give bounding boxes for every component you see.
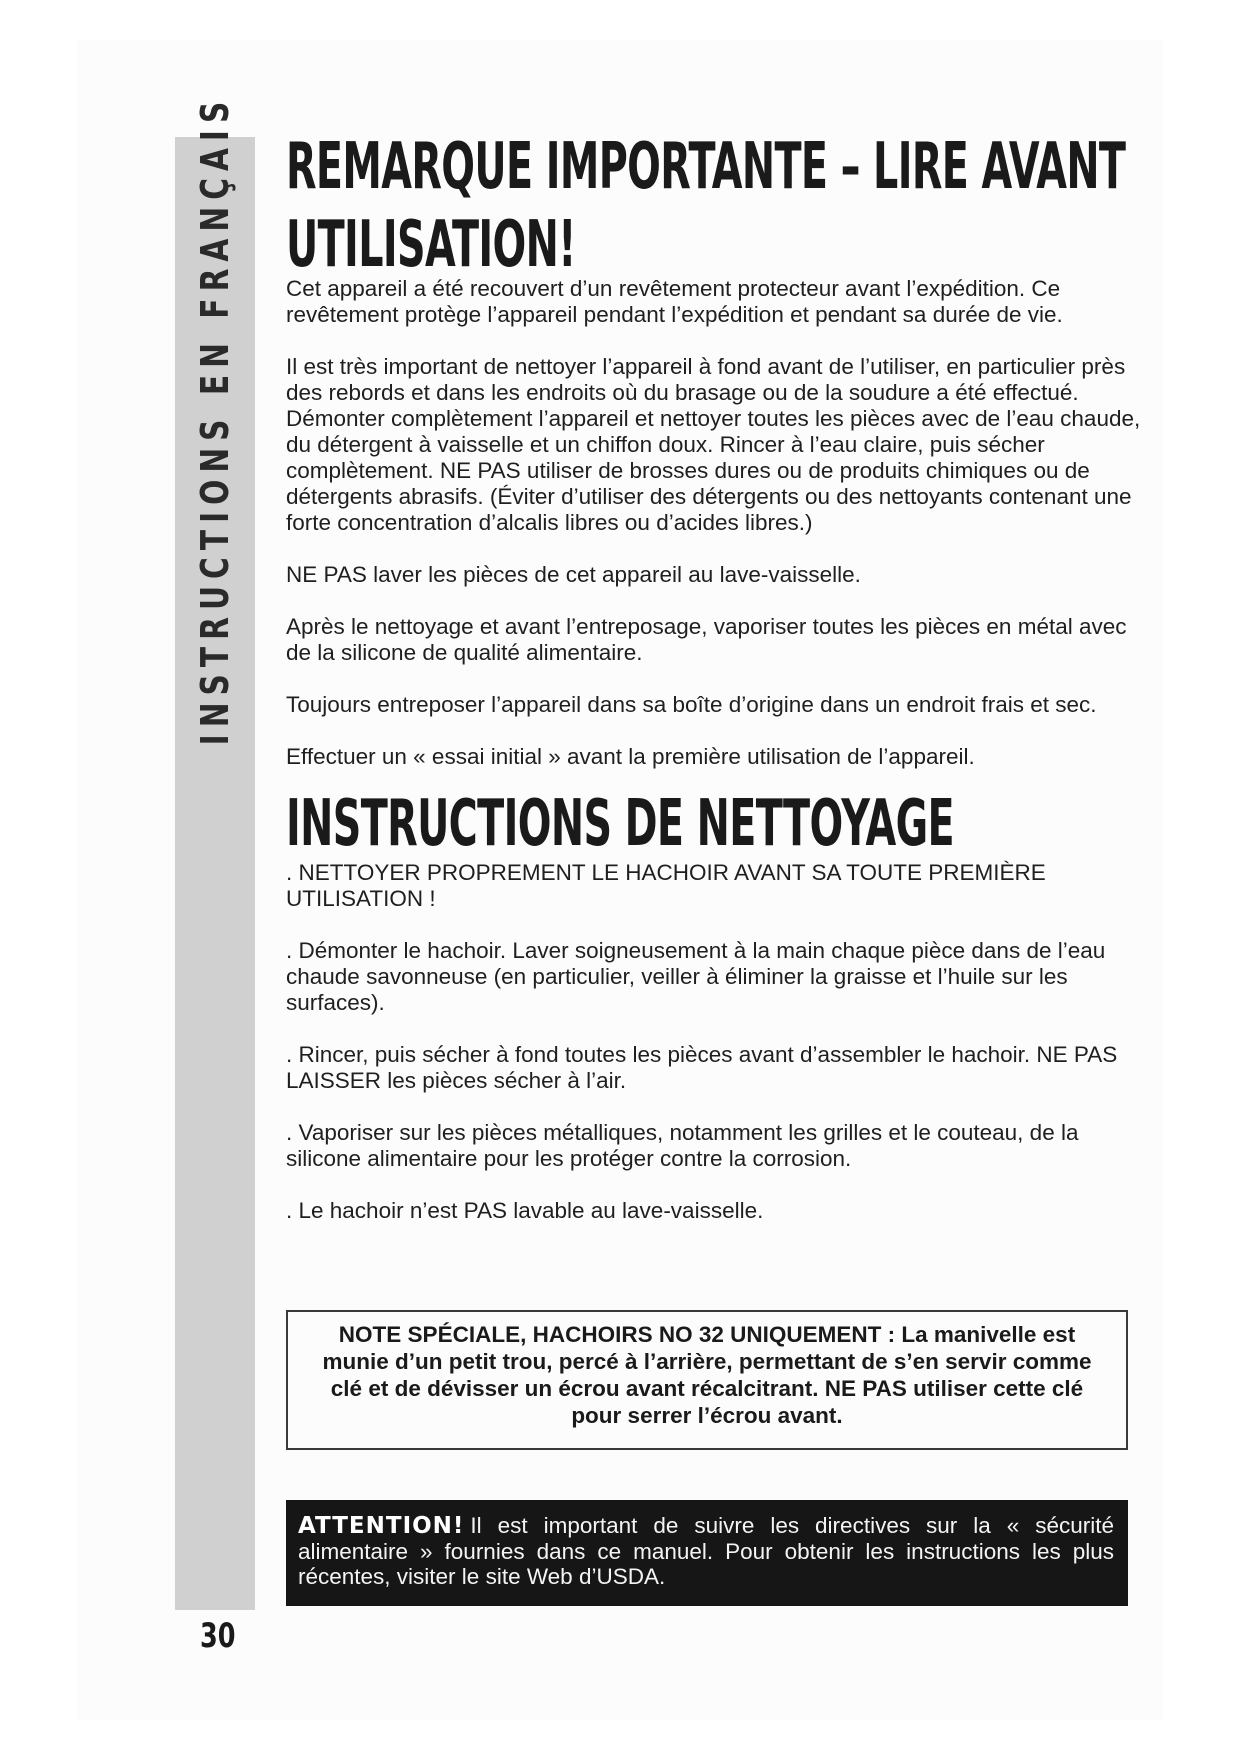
paragraph-silicone-spray: Après le nettoyage et avant l’entreposage, vaporiser toutes les pièces en métal avec de la silicone de qualité alimentaire. (286, 614, 1127, 665)
cleaning-item: . Démonter le hachoir. Laver soigneusement à la main chaque pièce dans de l’eau chaude savonneuse (en particulier, veiller à éliminer la graisse et l’huile sur les surfaces). (286, 938, 1106, 1015)
sidebar-language-label (193, 3, 237, 837)
cleaning-item: . Le hachoir n’est PAS lavable au lave-vaisselle. (286, 1198, 764, 1223)
paragraph-initial-test: Effectuer un « essai initial » avant la première utilisation de l’appareil. (286, 744, 975, 769)
paragraph-no-dishwasher: NE PAS laver les pièces de cet appareil au lave-vaisselle. (286, 562, 861, 587)
attention-paragraph (298, 1513, 1114, 1589)
important-notice-heading: REMARQUE IMPORTANTE – LIRE AVANT UTILISATION! (286, 130, 1126, 282)
paragraph-coating: Cet appareil a été recouvert d’un revêtement protecteur avant l’expédition. Ce revêtement protège l’appareil pendant l’expédition et pendant sa durée de vie. (286, 276, 1063, 327)
main-content (286, 128, 1146, 1250)
attention-label: ATTENTION! (298, 1513, 465, 1539)
attention-text: Il est important de suivre les directives sur la « sécurité alimentaire » fournies dans ce manuel. Pour obtenir les instructions les plus récentes, visiter le site Web d’USDA. (298, 1513, 1114, 1589)
cleaning-instructions-heading: INSTRUCTIONS DE NETTOYAGE (286, 787, 955, 861)
attention-box (286, 1500, 1128, 1606)
special-note-text: NOTE SPÉCIALE, HACHOIRS NO 32 UNIQUEMENT : La manivelle est munie d’un petit trou, percé à l’arrière, permettant de s’en servir comme clé et de dévisser un écrou avant récalcitrant. NE PAS utiliser cette clé pour serrer l’écrou avant. (322, 1322, 1092, 1428)
special-note-box (286, 1310, 1128, 1450)
cleaning-item: . Rincer, puis sécher à fond toutes les pièces avant d’assembler le hachoir. NE PAS LAISSER les pièces sécher à l’air. (286, 1042, 1118, 1093)
cleaning-item: . Vaporiser sur les pièces métalliques, notamment les grilles et le couteau, de la silicone alimentaire pour les protéger contre la corrosion. (286, 1120, 1079, 1171)
page-number: 30 (200, 1616, 236, 1656)
cleaning-item: . NETTOYER PROPREMENT LE HACHOIR AVANT SA TOUTE PREMIÈRE UTILISATION ! (286, 860, 1046, 911)
paragraph-cleaning-before-use: Il est très important de nettoyer l’appareil à fond avant de l’utiliser, en particulier près des rebords et dans les endroits où du brasage ou de la soudure a été effectué. Démonter complètement l’appareil et nettoyer toutes les pièces avec de l’eau chaude, du détergent à vaisselle et un chiffon doux. Rincer à l’eau claire, puis sécher complètement. NE PAS utiliser de brosses dures ou de produits chimiques ou de détergents abrasifs. (Éviter d’utiliser des détergents ou des nettoyants contenant une forte concentration d’alcalis libres ou d’acides libres.) (286, 354, 1141, 535)
sidebar-label-text: INSTRUCTIONS EN FRANÇAIS (193, 94, 237, 746)
paragraph-storage: Toujours entreposer l’appareil dans sa boîte d’origine dans un endroit frais et sec. (286, 692, 1097, 717)
